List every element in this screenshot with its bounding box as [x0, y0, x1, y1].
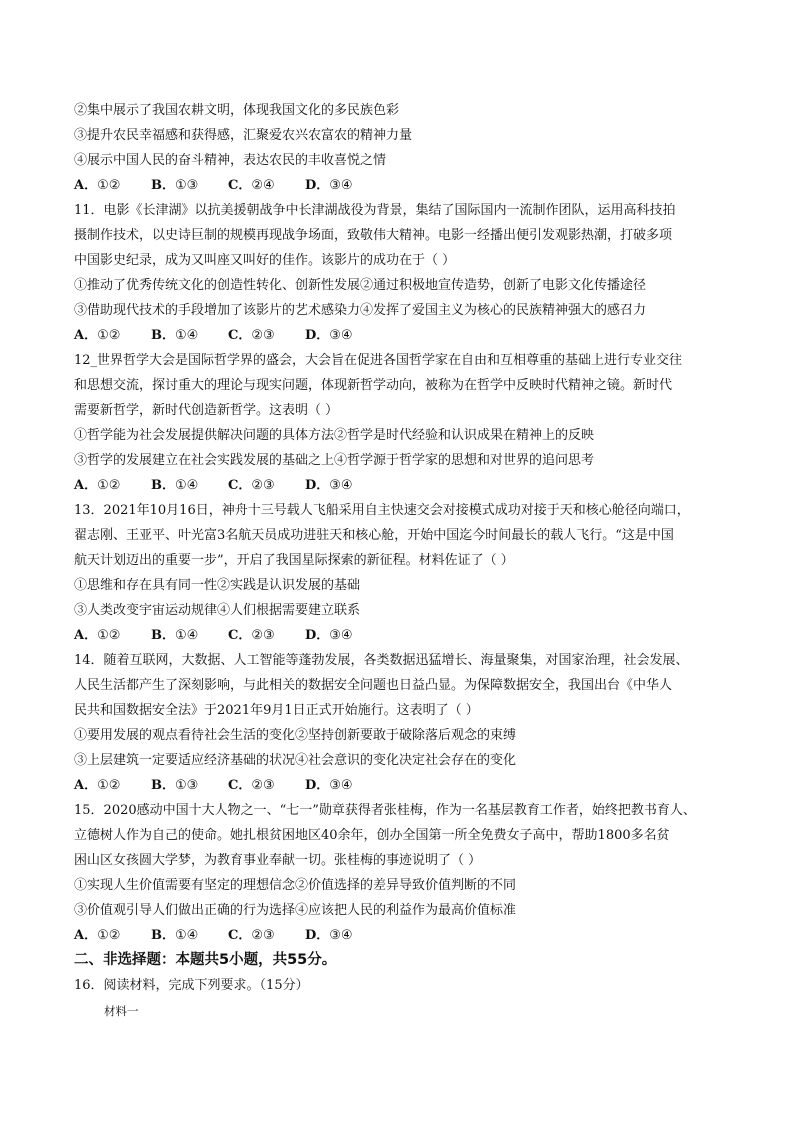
question-stem: 航天计划迈出的重要一步”，开启了我国星际探索的新征程。材料佐证了（ ） [74, 553, 514, 568]
option-value: ③④ [329, 478, 353, 493]
option-value: ②③ [251, 928, 275, 943]
option-letter: D． [305, 178, 330, 193]
question-stem: 民共和国数据安全法》于2021年9月1日正式开始施行。这表明了（ ） [74, 703, 479, 718]
question-11 [74, 198, 734, 348]
option-a [74, 323, 151, 348]
option-c [228, 473, 305, 498]
option-b [151, 173, 228, 198]
statement-item: ①推动了优秀传统文化的创造性转化、创新性发展②通过积极地宣传造势，创新了电影文化传播途径 [74, 278, 647, 293]
option-c [228, 623, 305, 648]
question-stem: 翟志刚、王亚平、叶光富3名航天员成功进驻天和核心舱，开始中国迄今时间最长的载人飞行。“这是中国 [74, 528, 674, 543]
answer-options [74, 173, 734, 198]
material-label: 材料一 [104, 1004, 139, 1018]
exam-page [74, 98, 734, 1024]
question-stem: 14．随着互联网，大数据、人工智能等蓬勃发展，各类数据迅猛增长、海量聚集，对国家治理，社会发展、 [74, 653, 689, 668]
option-value: ①② [97, 478, 121, 493]
option-value: ②④ [251, 178, 275, 193]
option-d [305, 473, 382, 498]
option-a [74, 623, 151, 648]
option-value: ①② [97, 628, 121, 643]
option-c [228, 173, 305, 198]
option-letter: D． [305, 928, 330, 943]
option-value: ③④ [329, 328, 353, 343]
option-letter: B． [151, 478, 175, 493]
answer-options [74, 923, 734, 948]
statement-item: ③提升农民幸福感和获得感，汇聚爱农兴农富农的精神力量 [74, 128, 413, 143]
question-14 [74, 648, 734, 798]
option-value: ③④ [329, 178, 353, 193]
option-letter: B． [151, 928, 175, 943]
option-a [74, 173, 151, 198]
section-heading: 二、非选择题：本题共5小题，共55分。 [74, 952, 337, 968]
option-a [74, 923, 151, 948]
option-b [151, 323, 228, 348]
statement-item: ①要用发展的观点看待社会生活的变化②坚持创新要敢于破除落后观念的束缚 [74, 728, 517, 743]
option-value: ①③ [175, 178, 199, 193]
statement-item: ③人类改变宇宙运动规律④人们根据需要建立联系 [74, 603, 361, 618]
option-value: ①④ [175, 928, 199, 943]
question-stem: 16．阅读材料，完成下列要求。（15分） [74, 978, 309, 993]
question-stem: 和思想交流，探讨重大的理论与现实问题，体现新哲学动向，被称为在哲学中反映时代精神之镜。新时代 [74, 378, 673, 393]
option-letter: C． [228, 628, 252, 643]
option-value: ①③ [175, 778, 199, 793]
option-letter: D． [305, 478, 330, 493]
option-letter: D． [305, 778, 330, 793]
option-letter: C． [228, 928, 252, 943]
option-value: ①② [97, 928, 121, 943]
option-value: ②③ [251, 778, 275, 793]
option-c [228, 773, 305, 798]
question-stem: 人民生活都产生了深刻影响，与此相关的数据安全问题也日益凸显。为保障数据安全，我国出台《中华人 [74, 678, 673, 693]
option-letter: B． [151, 178, 175, 193]
question-stem: 立德树人作为自己的使命。她扎根贫困地区40余年，创办全国第一所全免费女子高中，帮助1800多名贫 [74, 828, 670, 843]
answer-options [74, 323, 734, 348]
option-letter: A． [74, 328, 98, 343]
option-letter: A． [74, 628, 98, 643]
question-stem: 需要新哲学，新时代创造新哲学。这表明（ ） [74, 403, 339, 418]
answer-options [74, 623, 734, 648]
option-letter: C． [228, 778, 252, 793]
option-b [151, 773, 228, 798]
question-16 [74, 973, 734, 1024]
statement-item: ②集中展示了我国农耕文明，体现我国文化的多民族色彩 [74, 103, 400, 118]
option-value: ①② [97, 178, 121, 193]
option-d [305, 323, 382, 348]
statement-item: ③哲学的发展建立在社会实践发展的基础之上④哲学源于哲学家的思想和对世界的追问思考 [74, 453, 595, 468]
option-d [305, 623, 382, 648]
option-letter: B． [151, 778, 175, 793]
option-d [305, 923, 382, 948]
question-stem: 13．2021年10月16日，神舟十三号载人飞船采用自主快速交会对接模式成功对接于天和核心舱径向端口， [74, 503, 690, 518]
option-c [228, 323, 305, 348]
option-value: ①④ [175, 328, 199, 343]
statement-item: ③借助现代技术的手段增加了该影片的艺术感染力④发挥了爱国主义为核心的民族精神强大的感召力 [74, 303, 647, 318]
option-value: ①② [97, 778, 121, 793]
option-letter: A． [74, 178, 98, 193]
option-c [228, 923, 305, 948]
option-letter: C． [228, 178, 252, 193]
option-value: ③④ [329, 928, 353, 943]
option-letter: A． [74, 778, 98, 793]
statement-item: ③价值观引导人们做出正确的行为选择④应该把人民的利益作为最高价值标准 [74, 903, 517, 918]
option-d [305, 773, 382, 798]
question-stem: 12_世界哲学大会是国际哲学界的盛会，大会旨在促进各国哲学家在自由和互相尊重的基础上进行专业交往 [74, 353, 683, 368]
option-letter: A． [74, 478, 98, 493]
option-letter: A． [74, 928, 98, 943]
question-stem: 困山区女孩圆大学梦，为教育事业奉献一切。张桂梅的事迹说明了（ ） [74, 853, 482, 868]
option-letter: D． [305, 628, 330, 643]
statement-item: ①实现人生价值需要有坚定的理想信念②价值选择的差异导致价值判断的不同 [74, 878, 517, 893]
answer-options [74, 773, 734, 798]
option-value: ②③ [251, 328, 275, 343]
option-value: ①④ [175, 628, 199, 643]
option-b [151, 923, 228, 948]
option-letter: B． [151, 328, 175, 343]
option-value: ②③ [251, 478, 275, 493]
option-letter: C． [228, 478, 252, 493]
question-10 [74, 98, 734, 198]
question-stem: 15．2020感动中国十大人物之一、“七一”勋章获得者张桂梅，作为一名基层教育工作者，始终把教书育人、 [74, 803, 696, 818]
statement-item: ①哲学能为社会发展提供解决问题的具体方法②哲学是时代经验和认识成果在精神上的反映 [74, 428, 595, 443]
option-value: ②③ [251, 628, 275, 643]
question-12 [74, 348, 734, 498]
option-letter: B． [151, 628, 175, 643]
statement-item: ④展示中国人民的奋斗精神，表达农民的丰收喜悦之情 [74, 153, 387, 168]
option-value: ①④ [175, 478, 199, 493]
option-value: ③④ [329, 778, 353, 793]
statement-item: ③上层建筑一定要适应经济基础的状况④社会意识的变化决定社会存在的变化 [74, 753, 517, 768]
question-stem: 摄制作技术，以史诗巨制的规模再现战争场面，致敬伟大精神。电影一经播出便引发观影热潮，打破多项 [74, 228, 673, 243]
option-a [74, 773, 151, 798]
answer-options [74, 473, 734, 498]
option-letter: C． [228, 328, 252, 343]
statement-item: ①思维和存在具有同一性②实践是认识发展的基础 [74, 578, 361, 593]
option-a [74, 473, 151, 498]
question-stem: 中国影史纪录，成为又叫座又叫好的佳作。该影片的成功在于（ ） [74, 253, 456, 268]
question-15 [74, 798, 734, 948]
option-letter: D． [305, 328, 330, 343]
question-stem: 11．电影《长津湖》以抗美援朝战争中长津湖战役为背景，集结了国际国内一流制作团队，运用高科技拍 [74, 203, 676, 218]
option-b [151, 623, 228, 648]
option-value: ①② [97, 328, 121, 343]
question-13 [74, 498, 734, 648]
option-value: ③④ [329, 628, 353, 643]
option-b [151, 473, 228, 498]
option-d [305, 173, 382, 198]
